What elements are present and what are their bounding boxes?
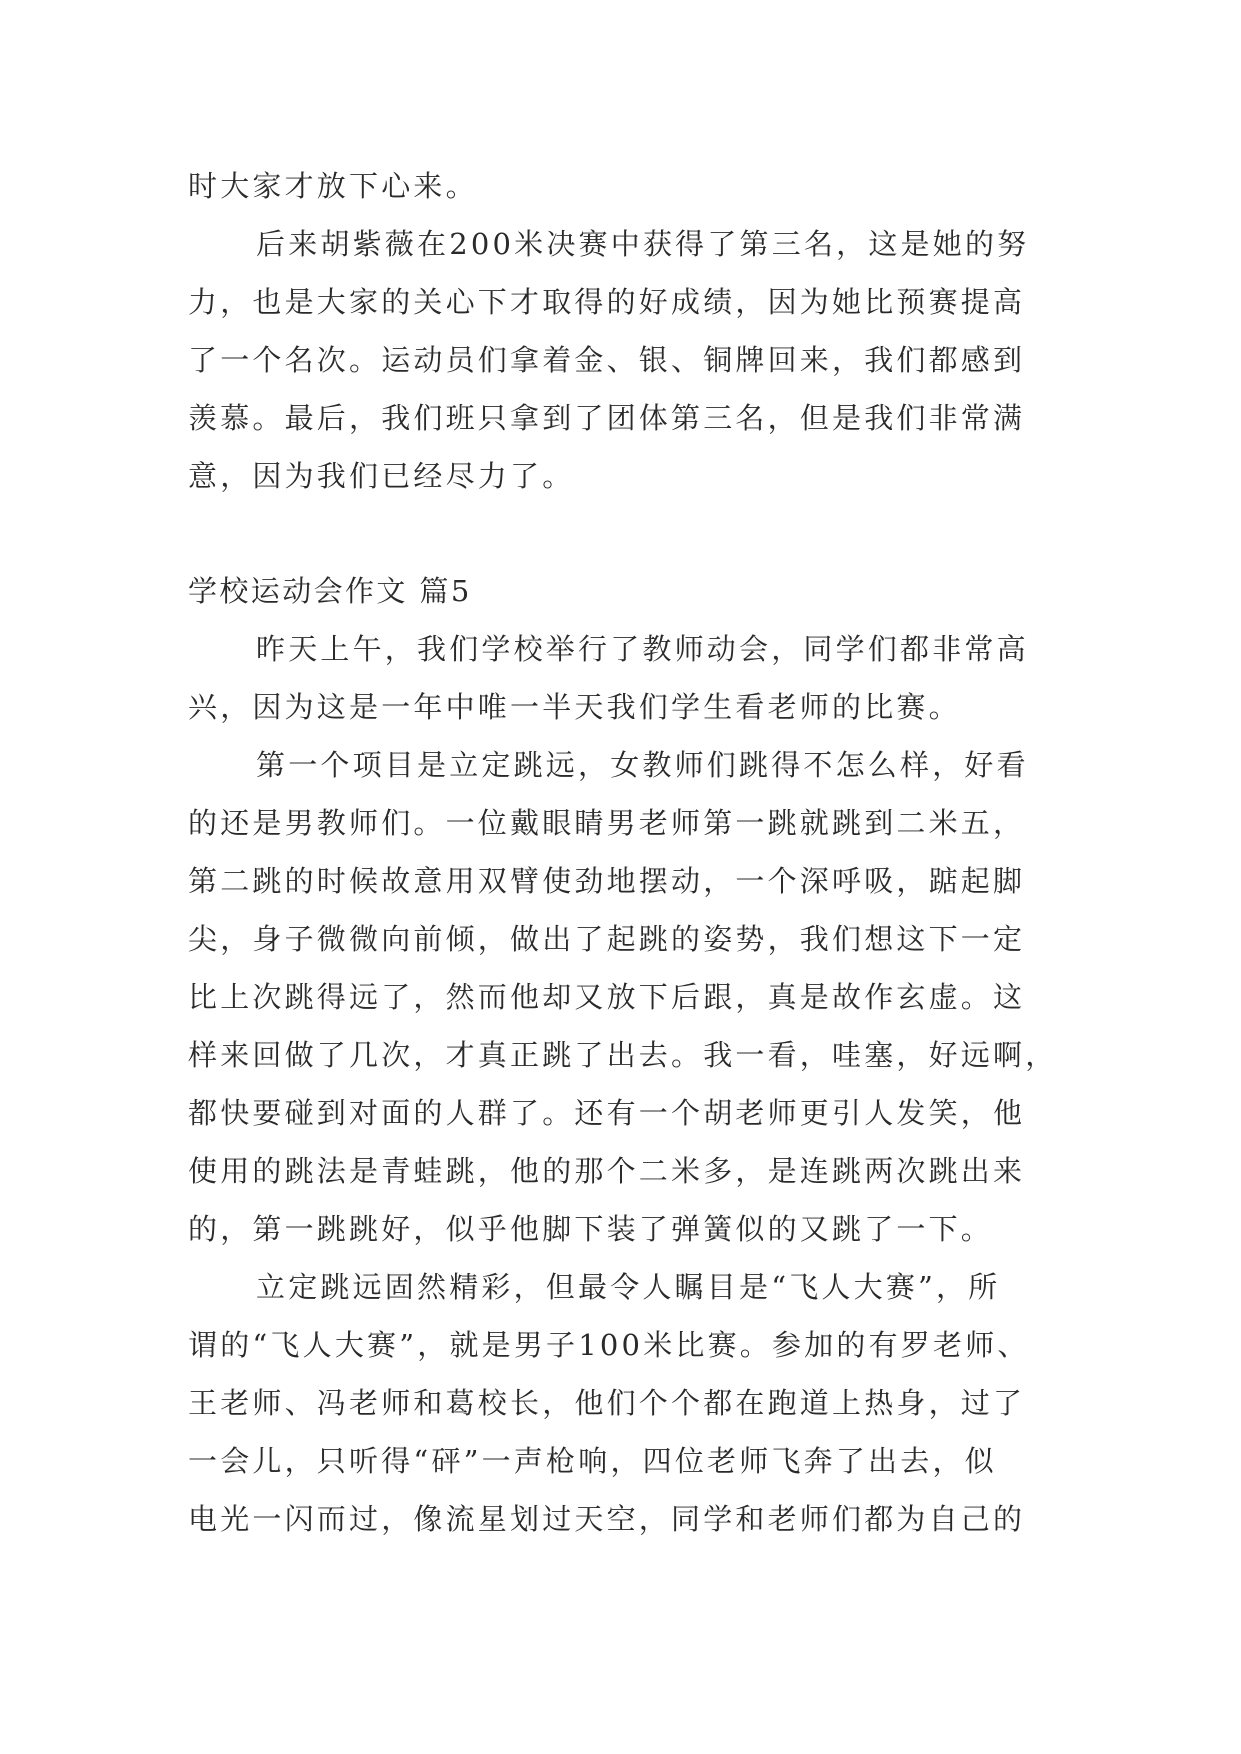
paragraph-line: 昨天上午，我们学校举行了教师动会，同学们都非常高 <box>256 632 1029 666</box>
paragraph-line: 一会儿，只听得“砰”一声枪响，四位老师飞奔了出去，似 <box>188 1444 997 1478</box>
paragraph-line: 尖，身子微微向前倾，做出了起跳的姿势，我们想这下一定 <box>188 922 1026 956</box>
paragraph-line: 比上次跳得远了，然而他却又放下后跟，真是故作玄虚。这 <box>188 980 1026 1014</box>
paragraph-line: 了一个名次。运动员们拿着金、银、铜牌回来，我们都感到 <box>188 343 1026 377</box>
paragraph-line: 使用的跳法是青蛙跳，他的那个二米多，是连跳两次跳出来 <box>188 1154 1026 1188</box>
paragraph-line: 第一个项目是立定跳远，女教师们跳得不怎么样，好看 <box>256 748 1029 782</box>
paragraph-line: 谓的“飞人大赛”，就是男子100米比赛。参加的有罗老师、 <box>188 1328 1030 1362</box>
paragraph-line: 的还是男教师们。一位戴眼睛男老师第一跳就跳到二米五， <box>188 806 1026 840</box>
paragraph-line: 意，因为我们已经尽力了。 <box>188 459 575 493</box>
section-heading: 学校运动会作文 篇5 <box>188 574 472 608</box>
paragraph-line: 立定跳远固然精彩，但最令人瞩目是“飞人大赛”，所 <box>256 1270 1001 1304</box>
paragraph-line: 羡慕。最后，我们班只拿到了团体第三名，但是我们非常满 <box>188 401 1026 435</box>
paragraph-line: 力，也是大家的关心下才取得的好成绩，因为她比预赛提高 <box>188 285 1026 319</box>
paragraph-line: 都快要碰到对面的人群了。还有一个胡老师更引人发笑，他 <box>188 1096 1026 1130</box>
paragraph-line: 电光一闪而过，像流星划过天空，同学和老师们都为自己的 <box>188 1502 1026 1536</box>
paragraph-line: 王老师、冯老师和葛校长，他们个个都在跑道上热身，过了 <box>188 1386 1026 1420</box>
paragraph-line: 样来回做了几次，才真正跳了出去。我一看，哇塞，好远啊， <box>188 1038 1058 1072</box>
paragraph-line: 后来胡紫薇在200米决赛中获得了第三名，这是她的努 <box>256 227 1030 261</box>
paragraph-line: 的，第一跳跳好，似乎他脚下装了弹簧似的又跳了一下。 <box>188 1212 994 1246</box>
paragraph-line: 兴，因为这是一年中唯一半天我们学生看老师的比赛。 <box>188 690 961 724</box>
paragraph-line: 第二跳的时候故意用双臂使劲地摆动，一个深呼吸，踮起脚 <box>188 864 1026 898</box>
paragraph-line: 时大家才放下心来。 <box>188 169 478 203</box>
